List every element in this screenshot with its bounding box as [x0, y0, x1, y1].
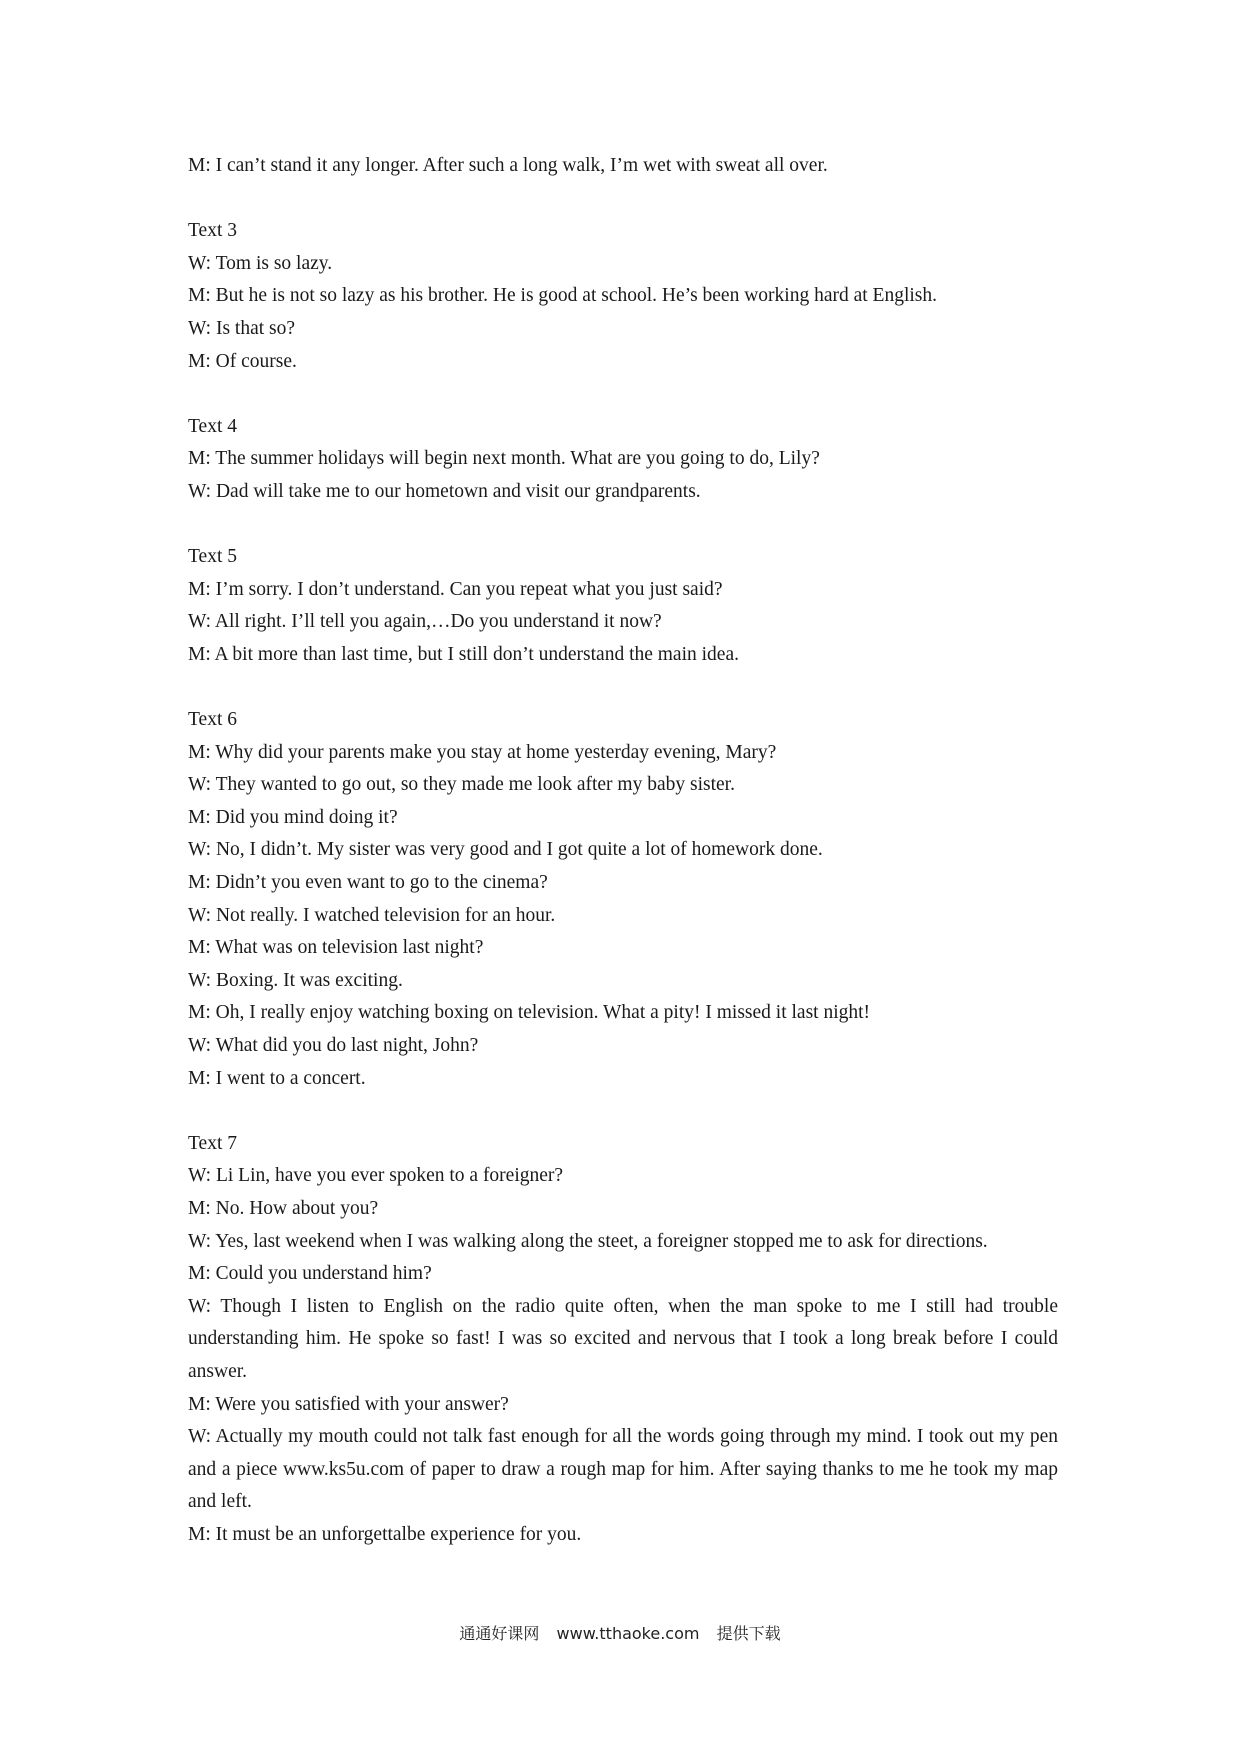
section-text-7 [188, 1128, 1058, 1552]
dialogue-line: W: Yes, last weekend when I was walking along the steet, a foreigner stopped me to ask for directions. [188, 1230, 988, 1252]
dialogue-line: M: Did you mind doing it? [188, 806, 398, 828]
section-heading: Text 3 [188, 220, 237, 242]
dialogue-line: M: No. How about you? [188, 1198, 379, 1219]
page-footer [0, 1622, 1240, 1646]
dialogue-line: W: Dad will take me to our hometown and visit our grandparents. [188, 480, 701, 502]
section-gap [188, 1095, 1058, 1128]
section-heading: Text 5 [188, 546, 237, 568]
dialogue-line: M: The summer holidays will begin next month. What are you going to do, Lily? [188, 448, 820, 470]
section-gap [188, 672, 1058, 705]
dialogue-line: M: What was on television last night? [188, 937, 484, 959]
section-heading: Text 7 [188, 1132, 237, 1154]
dialogue-line: W: They wanted to go out, so they made me look after my baby sister. [188, 774, 735, 796]
section-text-5 [188, 541, 1058, 671]
dialogue-line: W: Though I listen to English on the radio quite often, when the man spoke to me I still had trouble understanding him. He spoke so fast! I was so excited and nervous that I took a long break before I could answer. [188, 1295, 1058, 1382]
dialogue-line: M: It must be an unforgettalbe experience for you. [188, 1523, 582, 1545]
dialogue-line: M: I went to a concert. [188, 1067, 366, 1089]
dialogue-line: W: Not really. I watched television for an hour. [188, 904, 556, 926]
transcript-body [188, 150, 1058, 1552]
dialogue-line: W: Actually my mouth could not talk fast enough for all the words going through my mind. I took out my pen and a piece www.ks5u.com of paper to draw a rough map for him. After saying thanks to me he took my map and left. [188, 1426, 1058, 1513]
dialogue-line: M: Didn’t you even want to go to the cinema? [188, 872, 548, 894]
dialogue-line: M: I’m sorry. I don’t understand. Can you repeat what you just said? [188, 578, 723, 600]
section-text-4 [188, 411, 1058, 509]
section-text-6 [188, 704, 1058, 1095]
section-text-3 [188, 215, 1058, 378]
dialogue-line: W: Is that so? [188, 317, 296, 339]
dialogue-line: M: Were you satisfied with your answer? [188, 1393, 509, 1415]
dialogue-line: W: Boxing. It was exciting. [188, 969, 403, 991]
dialogue-line: M: Could you understand him? [188, 1263, 432, 1285]
dialogue-line: W: What did you do last night, John? [188, 1035, 479, 1057]
dialogue-line: W: No, I didn’t. My sister was very good and I got quite a lot of homework done. [188, 839, 823, 861]
footer-url: www.tthaoke.com [556, 1624, 700, 1643]
section-heading: Text 4 [188, 415, 237, 437]
section-heading: Text 6 [188, 709, 237, 731]
dialogue-line: M: Why did your parents make you stay at home yesterday evening, Mary? [188, 741, 777, 763]
dialogue-line: M: Oh, I really enjoy watching boxing on television. What a pity! I missed it last night! [188, 1002, 871, 1024]
dialogue-line: W: Tom is so lazy. [188, 252, 333, 274]
dialogue-line: W: Li Lin, have you ever spoken to a foreigner? [188, 1165, 564, 1187]
dialogue-line: M: A bit more than last time, but I still don’t understand the main idea. [188, 643, 739, 665]
dialogue-line: M: Of course. [188, 350, 297, 372]
opening-line: M: I can’t stand it any longer. After such a long walk, I’m wet with sweat all over. [188, 155, 828, 176]
footer-site-name: 通通好课网 [459, 1624, 540, 1643]
footer-suffix: 提供下载 [716, 1624, 781, 1643]
dialogue-line: M: But he is not so lazy as his brother. He is good at school. He’s been working hard at English. [188, 285, 938, 307]
dialogue-line: W: All right. I’ll tell you again,…Do you understand it now? [188, 611, 662, 633]
section-gap [188, 509, 1058, 542]
section-gap [188, 183, 1058, 216]
section-gap [188, 378, 1058, 411]
